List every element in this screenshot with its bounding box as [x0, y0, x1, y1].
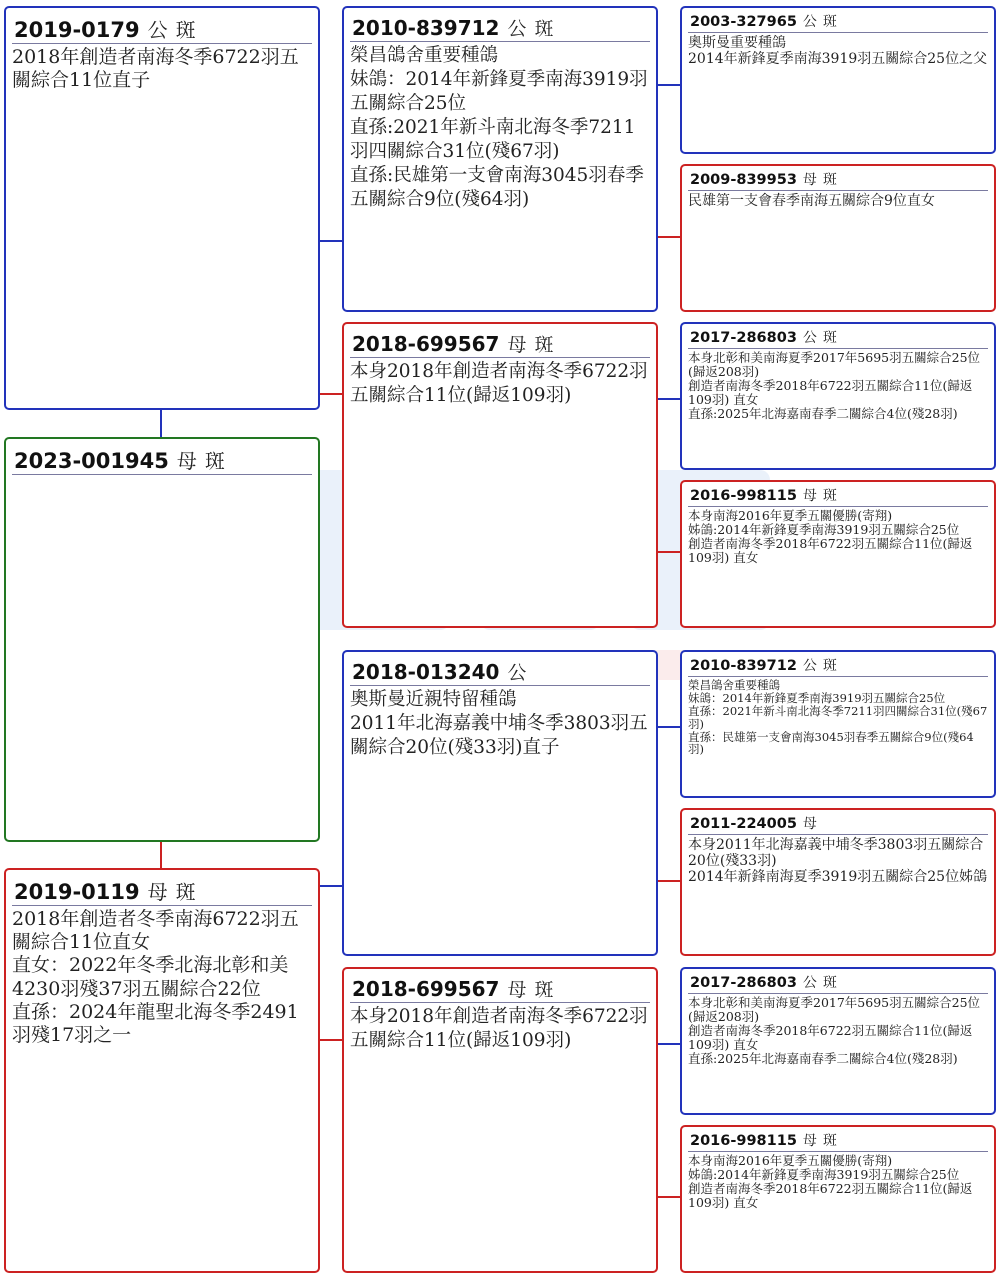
dsd-card: [680, 808, 996, 956]
dam-sire-ring-number: 2018-013240: [352, 660, 500, 684]
dss-header: [688, 652, 988, 677]
sdd-sex: 母: [802, 488, 817, 504]
subject-header: [12, 439, 312, 475]
dam-dam-ring-number: 2018-699567: [352, 977, 500, 1001]
dds-card: [680, 967, 996, 1115]
dds-note: 本身北彰和美南海夏季2017年5695羽五關綜合25位(歸返208羽) 創造者南海冬季2018年6722羽五關綜合11位(歸返109羽) 直女 直孫:2025年北海嘉南春季二關綜合4位(殘28羽): [688, 995, 981, 1066]
ssd-color: 斑: [822, 172, 837, 188]
connector-ss-ssd: [657, 236, 681, 238]
dsd-ring-number: 2011-224005: [690, 816, 797, 832]
sire-sire-color: 斑: [534, 18, 554, 40]
ddd-color: 斑: [822, 1133, 837, 1149]
dam-dam-note: 本身2018年創造者南海冬季6722羽五關綜合11位(歸返109羽): [350, 1006, 648, 1052]
sdd-color: 斑: [822, 488, 837, 504]
connector-ss-sss: [657, 84, 681, 86]
sire-dam-note: 本身2018年創造者南海冬季6722羽五關綜合11位(歸返109羽): [350, 361, 648, 407]
subject-card: [4, 437, 320, 842]
sire-color: 斑: [175, 18, 196, 42]
subject-ring-number: 2023-001945: [14, 449, 169, 473]
dds-color: 斑: [822, 975, 837, 991]
dam-color: 斑: [175, 880, 196, 904]
dss-card: [680, 650, 996, 798]
dam-header: [12, 870, 312, 906]
dsd-note: 本身2011年北海嘉義中埔冬季3803羽五關綜合20位(殘33羽) 2014年新鋒南海夏季3919羽五關綜合25位姊鴿: [688, 837, 988, 886]
ssd-ring-number: 2009-839953: [690, 172, 797, 188]
subject-color: 斑: [204, 449, 225, 473]
dam-dam-header: [350, 969, 650, 1003]
dam-ring-number: 2019-0119: [14, 880, 140, 904]
subject-sex: 母: [176, 449, 197, 473]
sss-header: [688, 8, 988, 33]
sdd-card: [680, 480, 996, 628]
dam-sire-card: [342, 650, 658, 956]
sire-dam-header: [350, 324, 650, 358]
sire-sire-card: [342, 6, 658, 312]
sdd-ring-number: 2016-998115: [690, 488, 797, 504]
connector-dd-ddd: [657, 1196, 681, 1198]
sds-sex: 公: [802, 330, 817, 346]
sss-sex: 公: [802, 14, 817, 30]
connector-subject-dam: [160, 841, 162, 869]
sss-ring-number: 2003-327965: [690, 14, 797, 30]
ssd-card: [680, 164, 996, 312]
dam-dam-color: 斑: [534, 979, 554, 1001]
dam-card: [4, 868, 320, 1273]
sire-ring-number: 2019-0179: [14, 18, 140, 42]
connector-dam-dd: [319, 1039, 343, 1041]
dam-sire-note: 奧斯曼近親特留種鴿 2011年北海嘉義中埔冬季3803羽五關綜合20位(殘33羽)直子: [350, 689, 648, 759]
dam-sex: 母: [147, 880, 168, 904]
ssd-note: 民雄第一支會春季南海五關綜合9位直女: [688, 193, 935, 209]
connector-sire-subject: [160, 409, 162, 438]
subject-note: [12, 475, 312, 477]
dam-dam-sex: 母: [507, 979, 527, 1001]
sds-header: [688, 324, 988, 349]
ddd-note: 本身南海2016年夏季五關優勝(寄翔) 姊鴿:2014年新鋒夏季南海3919羽五關綜合25位 創造者南海冬季2018年6722羽五關綜合11位(歸返109羽) 直女: [688, 1153, 973, 1210]
dam-note: 2018年創造者冬季南海6722羽五關綜合11位直女 直女：2022年冬季北海北彰和美4230羽殘37羽五關綜合22位 直孫：2024年龍聖北海冬季2491羽殘17羽之一: [12, 908, 299, 1046]
ddd-card: [680, 1125, 996, 1273]
connector-dd-dds: [657, 1043, 681, 1045]
sire-sire-note: 榮昌鴿舍重要種鴿 妹鴿：2014年新鋒夏季南海3919羽五關綜合25位 直孫:2021年新斗南北海冬季7211羽四關綜合31位(殘67羽) 直孫:民雄第一支會南海3045羽春季五關綜合9位(殘64羽): [350, 45, 648, 211]
sire-dam-card: [342, 322, 658, 628]
ddd-ring-number: 2016-998115: [690, 1133, 797, 1149]
dss-ring-number: 2010-839712: [690, 658, 797, 674]
sire-sire-header: [350, 8, 650, 42]
dsd-sex: 母: [802, 816, 817, 832]
sire-sire-ring-number: 2010-839712: [352, 16, 500, 40]
dds-sex: 公: [802, 975, 817, 991]
sdd-note: 本身南海2016年夏季五關優勝(寄翔) 姊鴿:2014年新鋒夏季南海3919羽五關綜合25位 創造者南海冬季2018年6722羽五關綜合11位(歸返109羽) 直女: [688, 508, 973, 565]
sss-card: [680, 6, 996, 154]
sss-note: 奧斯曼重要種鴿 2014年新鋒夏季南海3919羽五關綜合25位之父: [688, 35, 988, 68]
dam-dam-card: [342, 967, 658, 1273]
sire-dam-ring-number: 2018-699567: [352, 332, 500, 356]
connector-sd-sdd: [657, 551, 681, 553]
ddd-header: [688, 1127, 988, 1152]
sdd-header: [688, 482, 988, 507]
dss-color: 斑: [822, 658, 837, 674]
sds-color: 斑: [822, 330, 837, 346]
sss-color: 斑: [822, 14, 837, 30]
dsd-header: [688, 810, 988, 835]
ssd-header: [688, 166, 988, 191]
connector-dam-ds: [319, 885, 343, 887]
dss-sex: 公: [802, 658, 817, 674]
ddd-sex: 母: [802, 1133, 817, 1149]
connector-sire-ss: [319, 240, 343, 242]
sire-dam-color: 斑: [534, 334, 554, 356]
dds-header: [688, 969, 988, 994]
sire-card: [4, 6, 320, 410]
sire-sire-sex: 公: [507, 18, 527, 40]
ssd-sex: 母: [802, 172, 817, 188]
dam-sire-sex: 公: [507, 662, 527, 684]
dds-ring-number: 2017-286803: [690, 975, 797, 991]
sds-note: 本身北彰和美南海夏季2017年5695羽五關綜合25位(歸返208羽) 創造者南海冬季2018年6722羽五關綜合11位(歸返109羽) 直女 直孫:2025年北海嘉南春季二關綜合4位(殘28羽): [688, 350, 981, 421]
sds-ring-number: 2017-286803: [690, 330, 797, 346]
connector-ds-dss: [657, 726, 681, 728]
connector-ds-dsd: [657, 880, 681, 882]
sds-card: [680, 322, 996, 470]
connector-sd-sds: [657, 398, 681, 400]
sire-dam-sex: 母: [507, 334, 527, 356]
sire-header: [12, 8, 312, 44]
dss-note: 榮昌鴿舍重要種鴿 妹鴿：2014年新鋒夏季南海3919羽五關綜合25位 直孫：2021年新斗南北海冬季7211羽四關綜合31位(殘67羽) 直孫：民雄第一支會南海3045羽春季五關綜合9位(殘64羽): [688, 678, 988, 757]
dam-sire-header: [350, 652, 650, 686]
sire-note: 2018年創造者南海冬季6722羽五關綜合11位直子: [12, 46, 299, 92]
connector-sire-sd: [319, 393, 343, 395]
sire-sex: 公: [147, 18, 168, 42]
